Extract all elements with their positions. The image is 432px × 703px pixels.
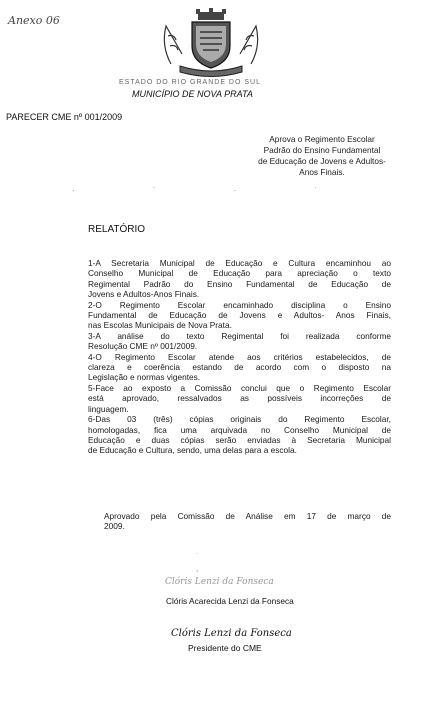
handwritten-signature: Clóris Lenzi da Fonseca [165,577,274,587]
stamp-name: Clóris Lenzi da Fonseca [171,628,292,639]
report-line: 5-Face ao exposto a Comissão conclui que o Regimento Escolar [88,382,391,393]
annex-note: Anexo 06 [8,14,60,27]
report-line: 3-A análise do texto Regimental foi realizada conforme [88,330,391,341]
scan-mark: , [196,564,199,573]
state-name: ESTADO DO RIO GRANDE DO SUL [119,79,261,86]
summary-line: Padrão do Ensino Fundamental [263,145,381,155]
report-line: de Educação e Cultura, sendo, uma delas para a escola. [88,445,297,456]
report-line: Regimental Padrão do Ensino Fundamental de Educação de [88,278,391,289]
approval-statement [104,511,391,532]
approval-line: Aprovado pela Comissão de Análise em 17 de março de [104,511,391,521]
report-line: 1-A Secretaria Municipal de Educação e Cultura encaminhou ao [88,258,391,268]
municipality-name: MUNICÍPIO DE NOVA PRATA [132,89,253,99]
report-line: 6-Das 03 (três) cópias originais do Regimento Escolar, [88,414,391,425]
report-line: Jovens e Adultos-Anos Finais. [88,289,200,300]
summary-line: Anos Finais. [299,167,345,177]
report-line: Resolução CME nº 001/2009. [88,341,198,352]
coat-of-arms-icon [146,6,276,78]
report-line: Legislação e normas vigentes. [88,372,201,383]
scan-marks: · ˙ · ˙ [72,186,356,195]
report-line: homologadas, fica uma arquivada no Conselho Municipal de [88,424,391,435]
scan-mark: ˙ [196,552,199,561]
report-line: Conselho Municipal de Educação para apreciação o texto [88,268,391,279]
report-body [88,258,391,456]
summary-line: Aprova o Regimento Escolar [269,134,375,144]
report-line: está aprovado, ressalvados as possíveis incorreções de [88,393,391,404]
report-line: 2-O Regimento Escolar encaminhado disciplina o Ensino [88,299,391,310]
report-line: linguagem. [88,403,129,414]
opinion-number: PARECER CME nº 001/2009 [6,112,123,122]
report-line: 4-O Regimento Escolar atende aos critérios estabelecidos, de [88,351,391,362]
approval-line: 2009. [104,521,125,532]
report-title: RELATÓRIO [88,224,146,235]
report-line: Educação e duas cópias serão enviadas à Secretaria Municipal [88,434,391,445]
report-line: nas Escolas Municipais de Nova Prata. [88,320,232,331]
signer-full-name: Clóris Acarecida Lenzi da Fonseca [166,596,294,606]
summary-block [222,134,422,178]
stamp-role: Presidente do CME [188,643,262,653]
summary-line: de Educação de Jovens e Adultos- [258,156,386,166]
report-line: Fundamental de Educação de Jovens e Adultos- Anos Finais, [88,310,391,321]
report-line: clareza e coerência estando de acordo com o disposto na [88,362,391,373]
